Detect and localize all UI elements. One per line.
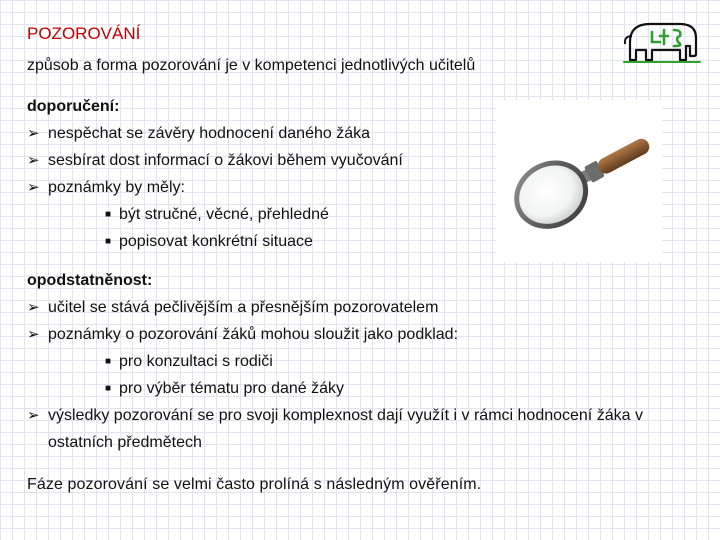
arrow-bullet-icon: ➢ <box>27 407 40 424</box>
arrow-bullet-icon: ➢ <box>27 299 40 316</box>
sub-list-item-text: pro konzultaci s rodiči <box>119 353 273 370</box>
list-item-text: výsledky pozorování se pro svoji komplexnost dají využít i v rámci hodnocení žáka v ostatních předmětech <box>48 407 643 451</box>
section-heading-justification: opodstatněnost: <box>27 272 153 289</box>
list-item <box>27 321 687 348</box>
spacer <box>27 255 687 267</box>
arrow-bullet-icon: ➢ <box>27 326 40 343</box>
square-bullet-icon: ■ <box>105 356 112 367</box>
slide-subtitle: způsob a forma pozorování je v kompetenci jednotlivých učitelů <box>27 57 476 74</box>
list-item-text: učitel se stává pečlivějším a přesnějším pozorovatelem <box>48 299 439 316</box>
arrow-bullet-icon: ➢ <box>27 152 40 169</box>
list-item-text: poznámky o pozorování žáků mohou sloužit jako podklad: <box>48 326 459 343</box>
arrow-bullet-icon: ➢ <box>27 125 40 142</box>
slide-title: POZOROVÁNÍ <box>27 24 141 43</box>
list-item <box>27 402 687 456</box>
sub-list-item-text: být stručné, věcné, přehledné <box>119 206 329 223</box>
spacer <box>27 456 687 471</box>
sub-list-item-text: pro výběr tématu pro dané žáky <box>119 380 345 397</box>
sub-list-item <box>27 348 687 375</box>
sub-list-item <box>27 375 687 402</box>
list-item <box>27 174 687 201</box>
list-item <box>27 147 687 174</box>
square-bullet-icon: ■ <box>105 209 112 220</box>
square-bullet-icon: ■ <box>105 383 112 394</box>
footer-note: Fáze pozorování se velmi často prolíná s následným ověřením. <box>27 476 482 493</box>
sub-list-item <box>27 201 687 228</box>
section-heading-recommendations: doporučení: <box>27 98 120 115</box>
elephant-logo-icon <box>622 16 702 68</box>
list-item-text: sesbírat dost informací o žákovi během vyučování <box>48 152 403 169</box>
arrow-bullet-icon: ➢ <box>27 179 40 196</box>
list-item <box>27 294 687 321</box>
sub-list-item <box>27 228 687 255</box>
slide-content <box>27 93 687 498</box>
sub-list-item-text: popisovat konkrétní situace <box>119 233 313 250</box>
list-item <box>27 120 687 147</box>
square-bullet-icon: ■ <box>105 236 112 247</box>
list-item-text: nespěchat se závěry hodnocení daného žáka <box>48 125 371 142</box>
list-item-text: poznámky by měly: <box>48 179 185 196</box>
